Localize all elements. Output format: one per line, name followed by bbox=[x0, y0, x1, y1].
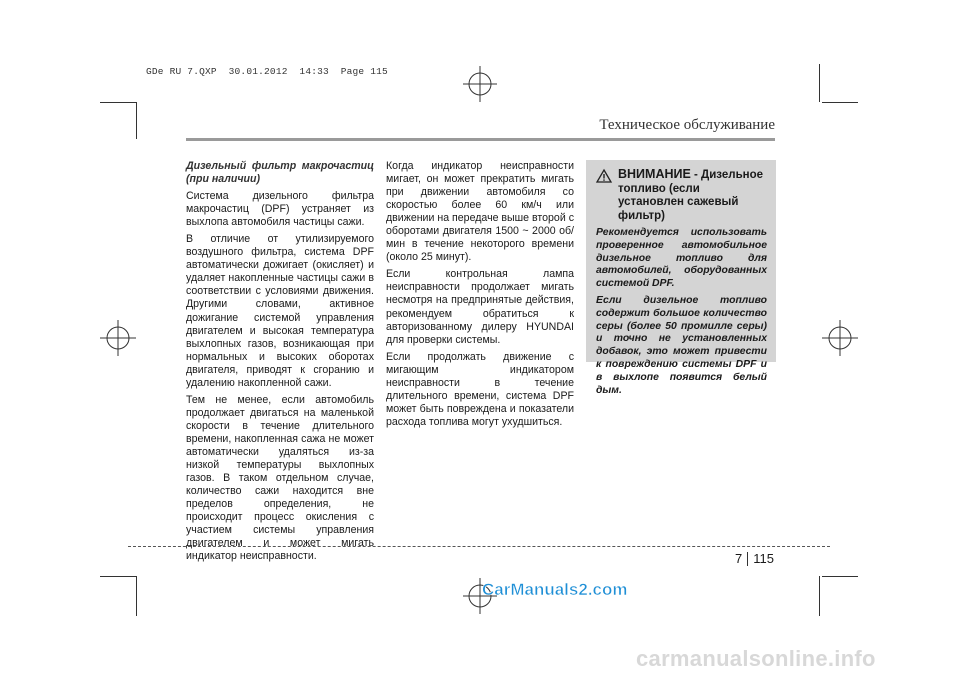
page-number bbox=[735, 551, 774, 566]
bottom-rule bbox=[128, 546, 830, 547]
column-1 bbox=[186, 160, 374, 567]
warning-paragraph: Если дизельное топливо содержит большое количество серы (более 50 промилле серы) и точно не установленных добавок, это может привести к повреждению системы DPF и в выхлопе появится белый дым. bbox=[596, 294, 767, 396]
warning-title bbox=[618, 168, 767, 223]
paragraph: Тем не менее, если автомобиль продолжает двигаться на маленькой скорости в течение длительного времени, накопленная сажа не может автоматически удаляться из-за низкой температуры выхлопных газов. В таком отдельном случае, количество сажи находится вне пределов определения, не происходит процесс окисления с участием системы управления двигателем и может мигать индикатор неисправности. bbox=[186, 393, 374, 563]
paragraph: Система дизельного фильтра макрочастиц (DPF) устраняет из выхлопа автомобиля частицы сажи. bbox=[186, 190, 374, 229]
section-title: Техническое обслуживание bbox=[599, 117, 775, 133]
paragraph: Когда индикатор неисправности мигает, он может прекратить мигать при движении автомобиля со скоростью более 60 км/ч или движении на передаче выше второй с оборотами двигателя 1500 ~ 2000 об/мин в течение некоторого времени (около 25 минут). bbox=[386, 160, 574, 264]
title-rule bbox=[186, 138, 775, 141]
chapter-number: 7 bbox=[735, 551, 743, 566]
warning-header bbox=[596, 168, 767, 223]
logo-text: CarManuals2.com bbox=[482, 580, 628, 599]
page-number-value: 115 bbox=[753, 551, 774, 566]
warning-paragraph: Рекомендуется использовать проверенное автомобильное дизельное топливо для автомобилей, оборудованных системой DPF. bbox=[596, 227, 767, 290]
column-2 bbox=[386, 160, 574, 433]
site-watermark: carmanualsonline.info bbox=[636, 646, 876, 671]
print-header: GDe RU 7.QXP 30.01.2012 14:33 Page 115 bbox=[146, 66, 388, 77]
warning-label: ВНИМАНИЕ bbox=[618, 167, 691, 181]
carmanuals-logo bbox=[482, 576, 628, 607]
page-number-separator bbox=[747, 552, 748, 566]
paragraph: Если продолжать движение с мигающим индикатором неисправности в течение длительного времени, система DPF может быть повреждена и показатели расхода топлива могут ухудшиться. bbox=[386, 350, 574, 428]
warning-box bbox=[586, 160, 776, 396]
paragraph: Если контрольная лампа неисправности продолжает мигать несмотря на предпринятые действия, рекомендуем обратиться к авторизованному дилеру HYUNDAI для проверки системы. bbox=[386, 268, 574, 346]
warning-title-rest: - Дизельное топливо (если установлен сажевый фильтр) bbox=[618, 169, 764, 222]
warning-triangle-icon bbox=[596, 169, 618, 188]
paragraph: В отличие от утилизируемого воздушного фильтра, система DPF автоматически дожигает (окисляет) и удаляет накопленные частицы сажи в соответствии с условиями движения. Другими словами, активное дожигание системой управления двигателем и высокая температура выхлопных газов, возникающая при нормальных и высоких оборотах двигателя, приводят к сгоранию и удалению накопленной сажи. bbox=[186, 233, 374, 389]
dpf-subheading: Дизельный фильтр макрочастиц (при наличии) bbox=[186, 160, 374, 186]
